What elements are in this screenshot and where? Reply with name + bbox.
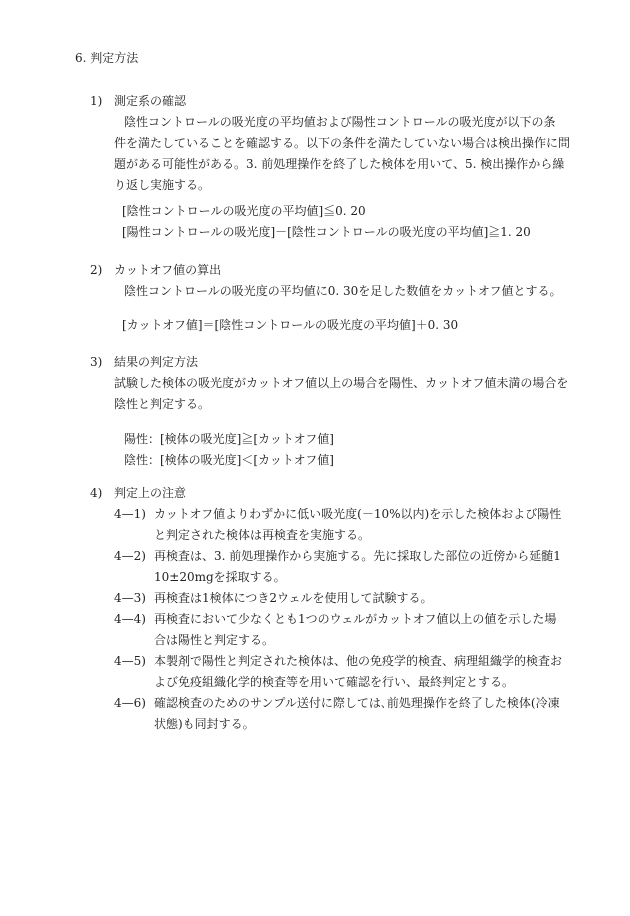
item-line: 再検査において少なくとも1つのウェルがカットオフ値以上の値を示した場 — [154, 612, 557, 626]
item-line: と判定された検体は再検査を実施する。 — [154, 528, 371, 542]
paragraph-line: 陰性コントロールの吸光度の平均値に0. 30を足した数値をカットオフ値とする。 — [124, 284, 562, 298]
item-label: 4—2) — [114, 549, 146, 563]
paragraph-line: 試験した検体の吸光度がカットオフ値以上の場合を陽性、カットオフ値未満の場合を — [114, 376, 569, 390]
item-line: 再検査は、3. 前処理操作から実施する。先に採取した部位の近傍から延髄1 — [154, 549, 561, 563]
item-line: 状態)も同封する。 — [154, 717, 255, 731]
item-line: 合は陽性と判定する。 — [154, 633, 275, 647]
formula: [陰性コントロールの吸光度の平均値]≦0. 20 — [122, 204, 366, 218]
item-label: 4—5) — [114, 654, 146, 668]
item-label: 4—4) — [114, 612, 146, 626]
formula: [カットオフ値]＝[陰性コントロールの吸光度の平均値]＋0. 30 — [122, 318, 459, 332]
subsection-number: 1) — [90, 94, 103, 108]
subsection-heading: カットオフ値の算出 — [114, 263, 222, 277]
paragraph-line: 題がある可能性がある。3. 前処理操作を終了した検体を用いて、5. 検出操作から繰 — [114, 157, 565, 171]
paragraph-line: り返し実施する。 — [114, 178, 211, 192]
subsection-number: 3) — [90, 355, 103, 369]
formula: [陽性コントロールの吸光度]－[陰性コントロールの吸光度の平均値]≧1. 20 — [122, 225, 531, 239]
subsection-heading: 結果の判定方法 — [114, 355, 199, 369]
item-line: 10±20mgを採取する。 — [154, 570, 286, 584]
item-line: よび免疫組織化学的検査等を用いて確認を行い、最終判定とする。 — [154, 675, 515, 689]
item-label: 4—1) — [114, 507, 146, 521]
item-line: カットオフ値よりわずかに低い吸光度(－10%以内)を示した検体および陽性 — [154, 507, 562, 521]
subsection-heading: 測定系の確認 — [114, 94, 187, 108]
section-title: 6. 判定方法 — [75, 51, 139, 65]
item-label: 4—3) — [114, 591, 146, 605]
formula: 陽性：[検体の吸光度]≧[カットオフ値] — [124, 432, 334, 446]
subsection-heading: 判定上の注意 — [114, 486, 187, 500]
subsection-number: 2) — [90, 263, 103, 277]
item-label: 4—6) — [114, 696, 146, 710]
item-line: 再検査は1検体につき2ウェルを使用して試験する。 — [154, 591, 433, 605]
item-line: 確認検査のためのサンプル送付に際しては､前処理操作を終了した検体(冷凍 — [154, 696, 560, 710]
subsection-number: 4) — [90, 486, 103, 500]
item-line: 本製剤で陽性と判定された検体は、他の免疫学的検査、病理組織学的検査お — [154, 654, 563, 668]
paragraph-line: 陰性と判定する。 — [114, 397, 211, 411]
formula: 陰性：[検体の吸光度]＜[カットオフ値] — [124, 453, 334, 467]
paragraph-line: 陰性コントロールの吸光度の平均値および陽性コントロールの吸光度が以下の条 — [124, 115, 556, 129]
paragraph-line: 件を満たしていることを確認する。以下の条件を満たしていない場合は検出操作に問 — [114, 136, 571, 150]
